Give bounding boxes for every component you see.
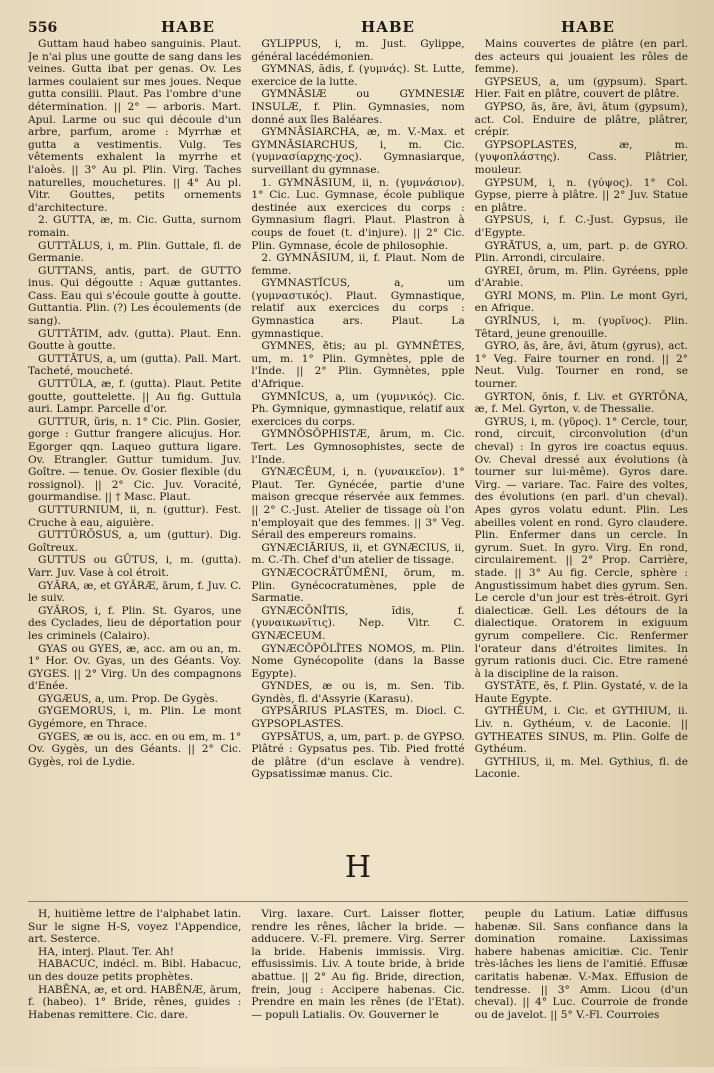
dictionary-entry: GYNÆCĒUM, i, n. (γυναικεῖον). 1° Plaut. Ter. Gynécée, partie d'une maison grecque réservée aux femmes. || 2° C.-Just. Atelier de tissage où l'on n'employait que des femmes. || 3° Veg. Sérail des empereurs romains. [251,466,465,542]
dictionary-entry: 1. GYMNĀSIUM, ii, n. (γυμνάσιον). 1° Cic. Luc. Gymnase, école publique destinée aux exercices du corps : Gymnasium flagri. Plaut. Plastron à coups de fouet (t. d'injure). || 2° Cic. Plin. Gymnase, école de philosophie. [251,176,465,252]
running-header [28,18,688,38]
header-word-center: HABE [361,18,415,36]
dictionary-entry: GYRĀTUS, a, um, part. p. de GYRO. Plin. Arrondi, circulaire. [474,239,688,265]
header-word-right: HABE [561,18,615,36]
dictionary-entry: GYMNŎSŎPHISTÆ, ārum, m. Cic. Tert. Les Gymnosophistes, secte de l'Inde. [251,428,465,466]
column-right [475,38,688,838]
bottom-column-right [475,908,688,1073]
dictionary-entry: GYSTĀTE, ēs, f. Plin. Gystaté, v. de la Haute Egypte. [474,680,688,705]
dictionary-entry: GYRUS, i, m. (γῦρος). 1° Cercle, tour, rond, circuit, circonvolution (d'un cheval) : In gyros ire coactus equus. Ov. Cheval dressé aux évolutions (à tourner sur lui-même). Gyros dare. Virg. — variare. Tac. Faire des voltes, des évolutions (en parl. d'un cheval). Apes gyros volatu edunt. Plin. Les abeilles volent en rond. Gyro claudere. Plin. Enfermer dans un cercle. In gyrum. Suet. In gyro. Virg. En rond, circulairement. || 2° Prop. Carrière, stade. || 3° Au fig. Cercle, sphère : Angustissimum habet dies gyrum. Sen. Le cercle d'un jour est très-étroit. Gyri dialecticæ. Gell. Les détours de la dialectique. Oratorem in exiguum gyrum compellere. Cic. Renfermer l'orateur dans d'étroites limites. In gyrum rationis duci. Cic. Etre ramené à la discipline de la raison. [474,415,688,680]
dictionary-entry: 2. GYMNĀSIUM, ii, f. Plaut. Nom de femme. [251,252,465,277]
bottom-column-middle [251,908,464,1073]
dictionary-entry: GYMNAS, ădis, f. (γυμνάς). St. Lutte, exercice de la lutte. [251,63,465,88]
dictionary-entry: GYRĪNUS, i, m. (γυρῖνος). Plin. Têtard, jeune grenouille. [474,315,688,340]
dictionary-entry: GYRTON, ōnis, f. Liv. et GYRTŌNA, æ, f. Mel. Gyrton, v. de Thessalie. [474,390,688,416]
dictionary-entry: GYPSEUS, a, um (gypsum). Spart. Hier. Fait en plâtre, couvert de plâtre. [474,75,688,101]
dictionary-entry: GYREI, ōrum, m. Plin. Gyréens, pple d'Arabie. [474,264,688,290]
dictionary-entry: GYRI MONS, m. Plin. Le mont Gyri, en Afrique. [474,289,688,315]
dictionary-entry: GYNÆCOCRĂTŪMĔNI, ōrum, m. Plin. Gynécocratumènes, pple de Sarmatie. [251,566,465,605]
dictionary-entry: Virg. laxare. Curt. Laisser flotter, rendre les rênes, lâcher la bride. — adducere. V.-Fl. premere. Virg. Serrer la bride. Habenis immissis. Virg. effusissimis. Liv. A toute bride, à bride abattue. || 2° Au fig. Bride, direction, frein, joug : Accipere habenas. Cic. Prendre en main les rênes (de l'Etat). — populi Latialis. Ov. Gouverner le [251,908,465,1021]
dictionary-entry: GUTTŬRŌSUS, a, um (guttur). Dig. Goîtreux. [28,529,242,554]
bottom-column-left [28,908,241,1073]
dictionary-entry: GUTTĀTUS, a, um (gutta). Pall. Mart. Tacheté, moucheté. [28,352,242,378]
dictionary-entry: GYPSOPLASTES, æ, m. (γυψοπλάστης). Cass. Plâtrier, mouleur. [474,138,688,176]
dictionary-entry: GYĂRA, æ, et GYĂRÆ, ārum, f. Juv. C. le suiv. [28,579,242,605]
dictionary-entry: GYPSO, ās, āre, āvi, ātum (gypsum), act. Col. Enduire de plâtre, plâtrer, crépir. [474,100,688,139]
dictionary-entry: GYNÆCŌNĪTIS, ĭdis, f. (γυναικωνῖτις). Nep. Vitr. C. GYNÆCEUM. [251,604,465,642]
dictionary-entry: GYAS ou GYES, æ, acc. am ou an, m. 1° Hor. Ov. Gyas, un des Géants. Voy. GYGES. || 2° Virg. Un des compagnons d'Enée. [28,642,242,693]
dictionary-entry: GYPSUM, i, n. (γύψος). 1° Col. Gypse, pierre à plâtre. || 2° Juv. Statue en plâtre. [474,176,688,214]
page-number: 556 [28,20,58,36]
dictionary-entry: HABACUC, indécl. m. Bibl. Habacuc, un des douze petits prophètes. [28,958,242,983]
dictionary-entry: GUTTURNIUM, ii, n. (guttur). Fest. Cruche à eau, aiguière. [28,503,242,529]
section-letter: H [344,850,372,885]
dictionary-entry: GYMNES, ētis; au pl. GYMNĒTES, um, m. 1° Plin. Gymnètes, pple de l'Inde. || 2° Plin. Gymnètes, pple d'Afrique. [251,340,465,391]
dictionary-entry: Mains couvertes de plâtre (en parl. des acteurs qui jouaient les rôles de femme). [474,38,688,76]
dictionary-entry: GYGES, æ ou is, acc. en ou em, m. 1° Ov. Gygès, un des Géants. || 2° Cic. Gygès, roi de Lydie. [28,730,242,768]
dictionary-entry: GYPSĀTUS, a, um, part. p. de GYPSO. Plâtré : Gypsatus pes. Tib. Pied frotté de plâtre (d'un esclave à vendre). Gypsatissimæ manus. Cic. [251,730,465,781]
dictionary-entry: GUTTUR, ŭris, n. 1° Cic. Plin. Gosier, gorge : Guttur frangere alicujus. Hor. Egorger qqn. Laqueo guttura ligare. Ov. Etrangler. Guttur tumidum. Juv. Goître. — tenue. Ov. Gosier flexible (du rossignol). || 2° Cic. Juv. Voracité, gourmandise. || † Masc. Plaut. [28,415,242,504]
bottom-columns [28,901,688,1073]
dictionary-entry: GYPSUS, i, f. C.-Just. Gypsus, ile d'Egypte. [474,214,688,239]
dictionary-entry: GYMNĬCUS, a, um (γυμνικός). Cic. Ph. Gymnique, gymnastique, relatif aux exercices du corps. [251,390,465,428]
column-left [28,38,241,838]
entry-columns [28,38,688,838]
dictionary-entry: GYMNĀSIARCHA, æ, m. V.-Max. et GYMNĀSIARCHUS, i, m. Cic. (γυμνασίαρχης-χος). Gymnasiarque, surveillant du gymnase. [251,126,465,176]
dictionary-entry: Guttam haud habeo sanguinis. Plaut. Je n'ai plus une goutte de sang dans les veines. Gutta ibat per genas. Ov. Les larmes coulaient sur mes joues. Neque gutta consilii. Plaut. Pas l'ombre d'une détermination. || 2° — arboris. Mart. Apul. Larme ou suc qui découle d'un arbre, parfum, arome : Myrrhæ et gutta a vestimentis. Vulg. Tes vêtements exhalent la myrrhe et l'aloès. || 3° Au pl. Plin. Virg. Taches naturelles, mouchetures. || 4° Au pl. Vitr. Gouttes, petits ornements d'architecture. [28,38,242,214]
dictionary-entry: GYĂROS, i, f. Plin. St. Gyaros, une des Cyclades, lieu de déportation pour les criminels (Calairo). [28,604,242,642]
column-middle [251,38,464,838]
dictionary-entry: GUTTĀTIM, adv. (gutta). Plaut. Enn. Goutte à goutte. [28,327,242,353]
dictionary-entry: HABĒNA, æ, et ord. HABĒNÆ, ārum, f. (habeo). 1° Bride, rênes, guides : Habenas remittere. Cic. dare. [28,983,242,1021]
dictionary-entry: GYGÆUS, a, um. Prop. De Gygès. [38,692,219,705]
dictionary-entry: GUTTŬLA, æ, f. (gutta). Plaut. Petite goutte, gouttelette. || Au fig. Guttula auri. Lampr. Parcelle d'or. [28,378,242,416]
dictionary-entry: GYPSĀRIUS PLASTES, m. Diocl. C. GYPSOPLASTES. [251,705,465,731]
dictionary-entry: 2. GUTTA, æ, m. Cic. Gutta, surnom romain. [28,214,242,239]
dictionary-entry: GYGEMORUS, i, m. Plin. Le mont Gygémore, en Thrace. [28,705,242,731]
dictionary-entry: GYTHIUS, ii, m. Mel. Gythius, fl. de Laconie. [474,755,688,781]
dictionary-entry: GYMNASTĬCUS, a, um (γυμναστικός). Plaut. Gymnastique, relatif aux exercices du corps : Gymnastica ars. Plaut. La gymnastique. [251,277,465,340]
dictionary-entry: HA, interj. Plaut. Ter. Ah! [38,945,174,958]
dictionary-entry: GYNÆCIĀRIUS, ii, et GYNÆCIUS, ii, m. C.-Th. Chef d'un atelier de tissage. [251,541,465,567]
dictionary-entry: GYNDES, æ ou is, m. Sen. Tib. Gyndès, fl. d'Assyrie (Karasu). [251,680,465,705]
dictionary-entry: peuple du Latium. Latiæ diffusus habenæ. Sil. Sans confiance dans la domination romaine. Laxissimas habere habenas amicitiæ. Cic. Tenir très-lâches les liens de l'amitié. Effusæ caritatis habenæ. V.-Max. Effusion de tendresse. || 3° Amm. Licou (d'un cheval). || 4° Luc. Courroie de fronde ou de javelot. || 5° V.-Fl. Courroies [474,908,688,1021]
header-word-left: HABE [161,18,215,36]
dictionary-entry: H, huitième lettre de l'alphabet latin. Sur le signe H-S, voyez l'Appendice, art. Sesterce. [28,908,242,946]
dictionary-entry: GYLIPPUS, i, m. Just. Gylippe, général lacédémonien. [251,38,465,63]
dictionary-entry: GYNÆCŎPŎLĪTES NOMOS, m. Plin. Nome Gynécopolite (dans la Basse Egypte). [251,642,465,680]
dictionary-entry: GYTHĒUM, i. Cic. et GYTHIUM, ii. Liv. n. Gythéum, v. de Laconie. || GYTHEATES SINUS, m. Plin. Golfe de Gythéum. [474,705,688,756]
dictionary-entry: GYMNĀSIÆ ou GYMNESIÆ INSULÆ, f. Plin. Gymnasies, nom donné aux îles Baléares. [251,88,465,126]
dictionary-entry: GUTTĂLUS, i, m. Plin. Guttale, fl. de Germanie. [28,239,242,265]
dictionary-entry: GUTTANS, antis, part. de GUTTO inus. Qui dégoutte : Aquæ guttantes. Cass. Eau qui s'écoule goutte à goutte. Guttantia. Plin. (?) Les écoulements (de sang). [28,264,242,328]
dictionary-entry: GYRO, ās, āre, āvi, ātum (gyrus), act. 1° Veg. Faire tourner en rond. || 2° Neut. Vulg. Tourner en rond, se tourner. [474,340,688,391]
dictionary-entry: GUTTUS ou GŪTUS, i, m. (gutta). Varr. Juv. Vase à col étroit. [28,554,242,579]
